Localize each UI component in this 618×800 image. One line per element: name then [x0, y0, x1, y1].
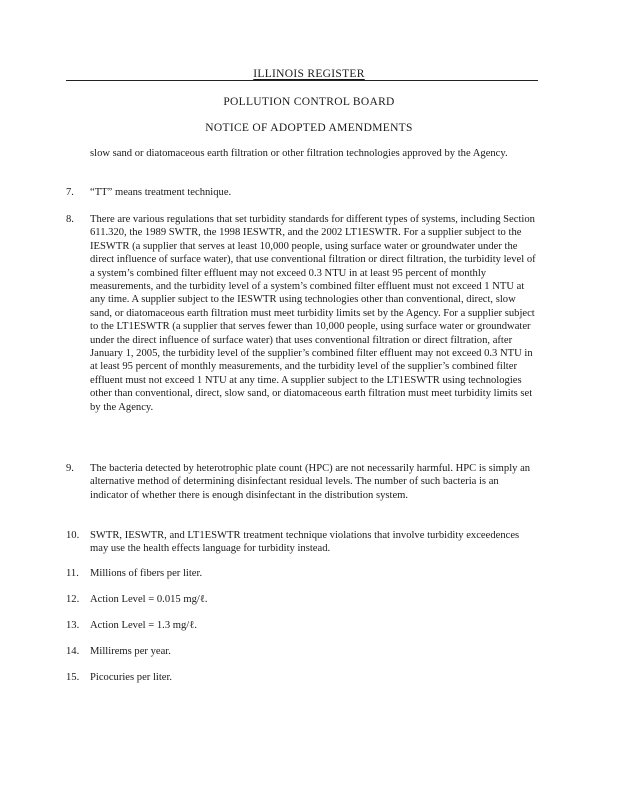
- item-number: 12.: [66, 594, 80, 605]
- item-text: Action Level = 0.015 mg/ℓ.: [90, 594, 208, 605]
- item-text: Millirems per year.: [90, 646, 171, 657]
- item-text: SWTR, IESWTR, and LT1ESWTR treatment technique violations that involve turbidity exceedences may use the health effects language for turbidity instead.: [90, 530, 520, 555]
- item-text: Picocuries per liter.: [90, 672, 173, 683]
- header-rule: [66, 80, 538, 81]
- notice-title: NOTICE OF ADOPTED AMENDMENTS: [205, 122, 413, 134]
- item-number: 7.: [66, 187, 74, 198]
- list-item-8: [66, 213, 536, 414]
- item-text: “TT” means treatment technique.: [90, 187, 232, 198]
- list-item-13: [66, 619, 536, 632]
- item-number: 11.: [66, 568, 79, 579]
- list-item-7: [66, 186, 536, 199]
- list-item-9: [66, 462, 536, 502]
- item-text: The bacteria detected by heterotrophic plate count (HPC) are not necessarily harmful. HPC is simply an alternative method of determining disinfectant residual levels. The number of such bacteria is an indicator of whether there is enough disinfectant in the distribution system.: [90, 463, 531, 501]
- list-item-14: [66, 645, 536, 658]
- board-title: POLLUTION CONTROL BOARD: [223, 96, 395, 108]
- list-item-15: [66, 671, 536, 684]
- item-number: 15.: [66, 672, 80, 683]
- item-number: 10.: [66, 530, 80, 541]
- item-number: 9.: [66, 463, 74, 474]
- list-item-10: [66, 529, 536, 556]
- continuation-text: slow sand or diatomaceous earth filtration or other filtration technologies approved by the Agency.: [90, 148, 508, 159]
- item-number: 13.: [66, 620, 80, 631]
- register-title: [0, 68, 618, 80]
- item-text: There are various regulations that set turbidity standards for different types of systems, including Section 611.320, the 1989 SWTR, the 1998 IESWTR, and the 2002 LT1ESWTR. For a supplier subject to the IESWTR (a supplier that serves at least 10,000 people, using surface water or groundwater under the direct influence of surface water), that use conventional filtration or direct filtration, the turbidity level of a system’s combined filter effluent may not exceed 0.3 NTU in at least 95 percent of monthly measurements, and the turbidity level of a system’s combined filter effluent must not exceed 1 NTU at any time. A supplier subject to the IESWTR using technologies other than conventional, direct, slow sand, or diatomaceous earth filtration must meet turbidity limits set by the Agency. For a supplier subject to the LT1ESWTR (a supplier that serves fewer than 10,000 people, using surface water or groundwater under the direct influence of surface water) that uses conventional filtration or direct filtration, after January 1, 2005, the turbidity level of the supplier’s combined filter effluent may not exceed 0.3 NTU in at least 95 percent of monthly measurements, and the turbidity level of the supplier’s combined filter effluent must not exceed 1 NTU at any time. A supplier subject to the LT1ESWTR using technologies other than conventional, direct, slow sand, or diatomaceous earth filtration must meet turbidity limits set by the Agency.: [90, 214, 536, 413]
- list-item-12: [66, 593, 536, 606]
- item-text: Millions of fibers per liter.: [90, 568, 203, 579]
- item-number: 8.: [66, 214, 74, 225]
- register-title-text: ILLINOIS REGISTER: [253, 68, 365, 80]
- item-number: 14.: [66, 646, 80, 657]
- list-item-11: [66, 567, 536, 580]
- item-text: Action Level = 1.3 mg/ℓ.: [90, 620, 197, 631]
